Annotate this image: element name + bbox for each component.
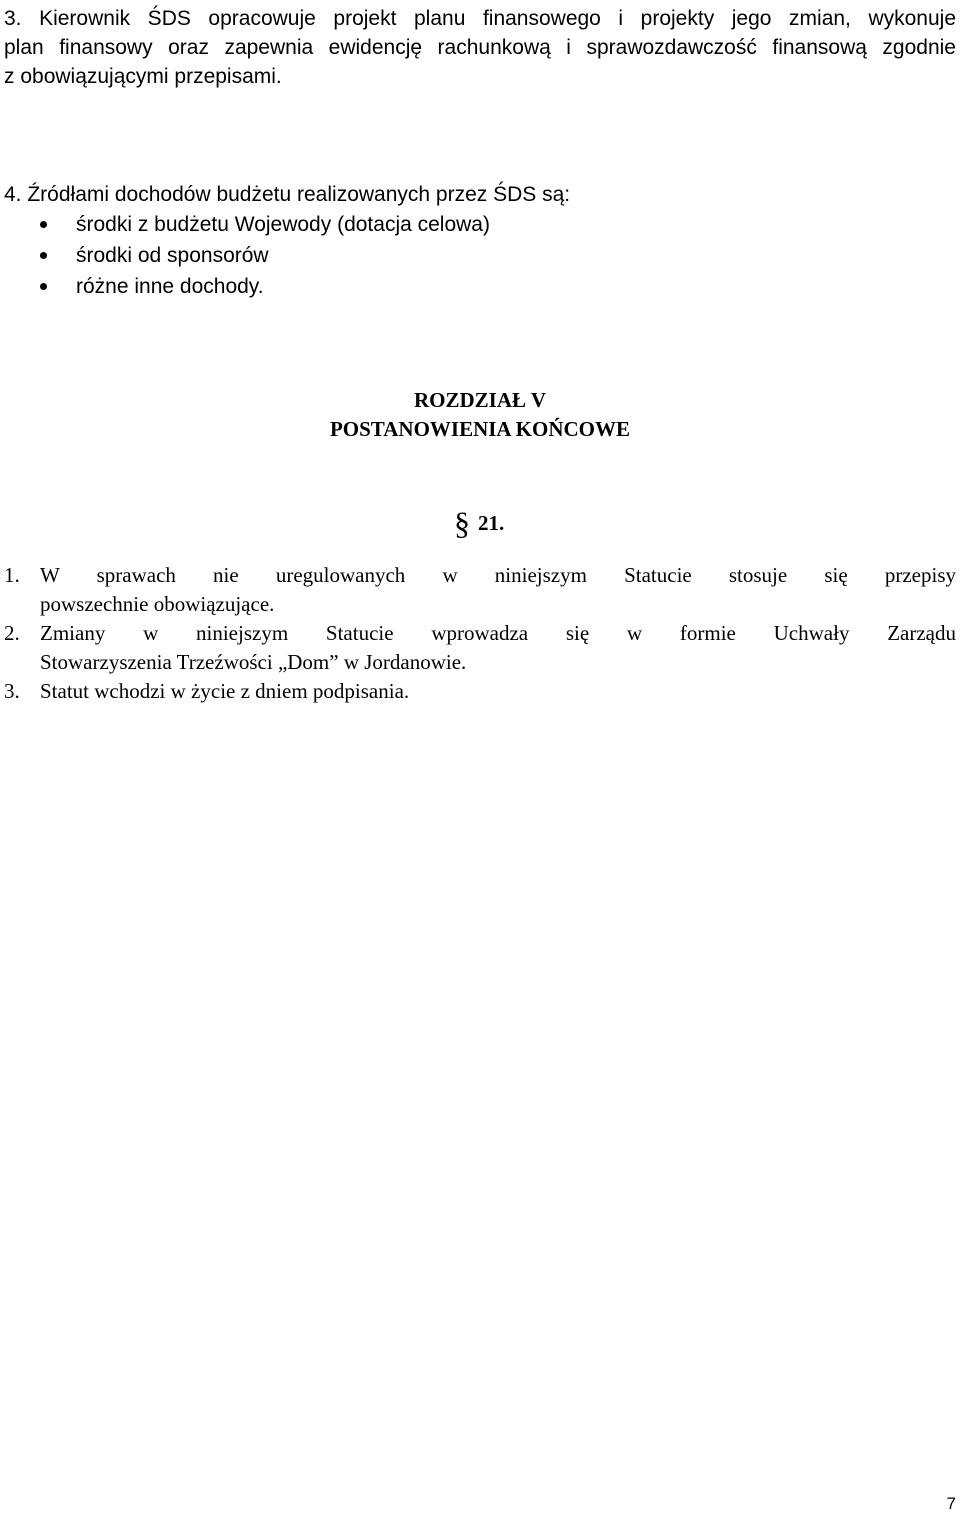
list-item bbox=[40, 240, 490, 271]
income-sources-list bbox=[40, 209, 490, 302]
provision-3 bbox=[4, 677, 956, 706]
list-item-text: różne inne dochody. bbox=[76, 275, 264, 298]
provision-2 bbox=[4, 619, 956, 677]
chapter-title: ROZDZIAŁ V bbox=[413, 388, 547, 412]
provision-text bbox=[40, 619, 956, 677]
provision-2-line-1: Zmiany w niniejszym Statucie wprowadza się w formie Uchwały Zarządu bbox=[40, 621, 956, 645]
bullet-icon bbox=[40, 283, 47, 290]
provision-number: 2. bbox=[4, 621, 20, 645]
provision-1-line-1: W sprawach nie uregulowanych w niniejszym Statucie stosuje się przepisy bbox=[40, 563, 956, 587]
paragraph-3-line-1: 3. Kierownik ŚDS opracowuje projekt planu finansowego i projekty jego zmian, wykonuje bbox=[4, 7, 956, 30]
list-item-text: środki z budżetu Wojewody (dotacja celowa) bbox=[76, 213, 490, 236]
list-item-text: środki od sponsorów bbox=[76, 244, 269, 267]
bullet-icon bbox=[40, 252, 47, 259]
chapter-subtitle: POSTANOWIENIA KOŃCOWE bbox=[329, 417, 631, 441]
paragraph-3 bbox=[4, 4, 956, 91]
provision-3-line-1: Statut wchodzi w życie z dniem podpisania. bbox=[40, 679, 410, 703]
provision-2-line-2: Stowarzyszenia Trzeźwości „Dom” w Jordanowie. bbox=[40, 650, 467, 674]
section-number: 21. bbox=[478, 511, 505, 535]
paragraph-3-line-2: plan finansowy oraz zapewnia ewidencję rachunkową i sprawozdawczość finansową zgodnie bbox=[4, 36, 956, 59]
section-heading bbox=[454, 505, 505, 541]
bullet-icon bbox=[40, 221, 47, 228]
provision-text bbox=[40, 677, 956, 706]
provision-number: 1. bbox=[4, 563, 20, 587]
provision-text bbox=[40, 561, 956, 619]
provision-number: 3. bbox=[4, 679, 20, 703]
list-item bbox=[40, 271, 490, 302]
provision-1 bbox=[4, 561, 956, 619]
paragraph-3-line-3: z obowiązującymi przepisami. bbox=[4, 65, 282, 88]
paragraph-4-intro: 4. Źródłami dochodów budżetu realizowanych przez ŚDS są: bbox=[4, 183, 571, 206]
list-item bbox=[40, 209, 490, 240]
page-number: 7 bbox=[946, 1494, 956, 1513]
section-symbol: § bbox=[454, 505, 470, 541]
provision-1-line-2: powszechnie obowiązujące. bbox=[40, 592, 275, 616]
